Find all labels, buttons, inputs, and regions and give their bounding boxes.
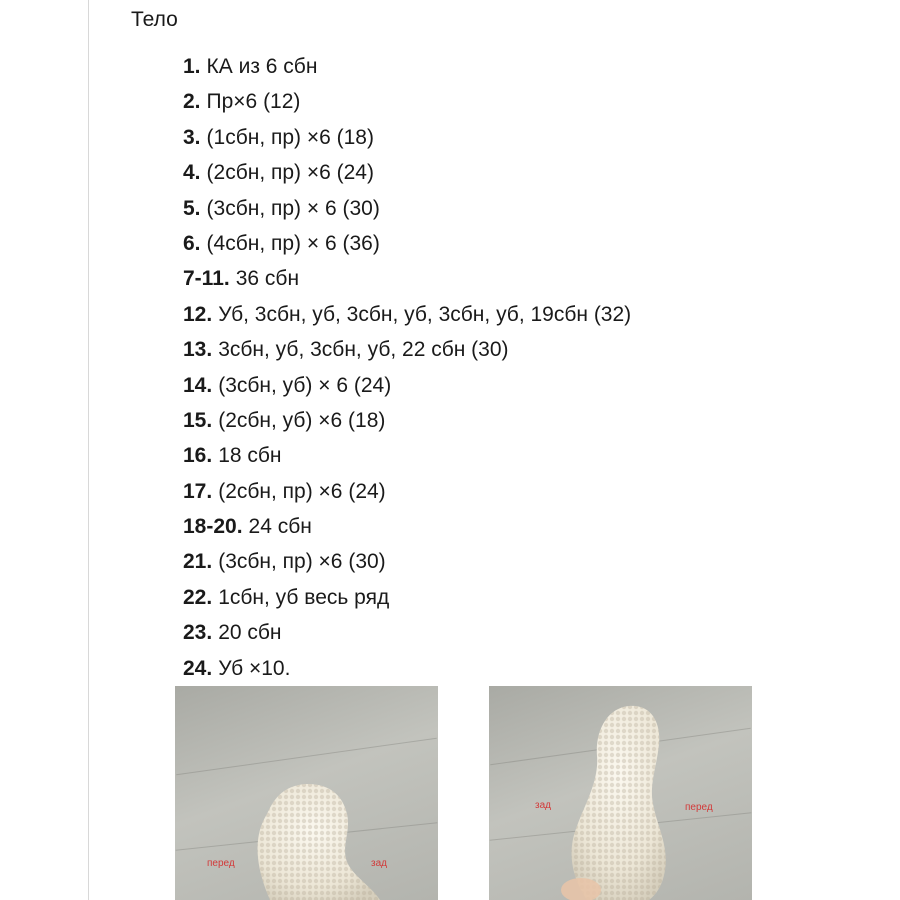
photo-label-back: зад: [535, 800, 551, 811]
step-number: 12.: [183, 302, 213, 326]
step-text: 18 сбн: [218, 444, 282, 468]
step-text: Пр×6 (12): [206, 90, 301, 114]
photo-body-side-left: [175, 686, 438, 900]
pattern-step: [183, 195, 631, 230]
step-text: Уб ×10.: [218, 656, 291, 680]
step-text: (2сбн, пр) ×6 (24): [206, 161, 374, 185]
step-number: 13.: [183, 338, 213, 362]
photo-label-front: перед: [207, 858, 235, 869]
step-number: 5.: [183, 196, 201, 220]
step-text: 24 сбн: [248, 515, 312, 539]
step-number: 14.: [183, 373, 213, 397]
pattern-step: [183, 407, 631, 442]
pattern-step: [183, 230, 631, 265]
step-text: КА из 6 сбн: [206, 55, 318, 78]
step-number: 17.: [183, 479, 213, 503]
pattern-step: [183, 513, 631, 548]
step-number: 22.: [183, 585, 213, 609]
pattern-step: [183, 159, 631, 194]
pattern-step: [183, 88, 631, 123]
pattern-step: [183, 124, 631, 159]
step-text: 1сбн, уб весь ряд: [218, 585, 390, 609]
photo-label-front: перед: [685, 802, 713, 813]
page-title: Тело: [131, 8, 178, 31]
step-number: 2.: [183, 90, 201, 114]
pattern-step: [183, 336, 631, 371]
photo-body-side-right: [489, 686, 752, 900]
step-text: (2сбн, пр) ×6 (24): [218, 479, 386, 503]
step-number: 16.: [183, 444, 213, 468]
pattern-step-list: [183, 53, 631, 690]
step-number: 7-11.: [183, 267, 230, 291]
step-text: 3сбн, уб, 3сбн, уб, 22 сбн (30): [218, 338, 509, 362]
pattern-step: [183, 301, 631, 336]
step-text: (3сбн, пр) ×6 (30): [218, 550, 386, 574]
step-text: (4сбн, пр) × 6 (36): [206, 231, 380, 255]
step-text: Уб, 3сбн, уб, 3сбн, уб, 3сбн, уб, 19сбн (32): [218, 302, 632, 326]
crochet-body-image: [489, 686, 752, 900]
step-text: (2сбн, уб) ×6 (18): [218, 408, 386, 432]
pattern-step: [183, 478, 631, 513]
pattern-step: [183, 548, 631, 583]
pattern-step: [183, 53, 631, 88]
step-text: 20 сбн: [218, 621, 282, 645]
photo-label-back: зад: [371, 858, 387, 869]
pattern-step: [183, 619, 631, 654]
page-edge-divider: [88, 0, 89, 900]
pattern-step: [183, 265, 631, 300]
step-text: (1сбн, пр) ×6 (18): [206, 125, 374, 149]
step-text: (3сбн, уб) × 6 (24): [218, 373, 392, 397]
step-number: 24.: [183, 656, 213, 680]
step-number: 18-20.: [183, 515, 243, 539]
step-number: 4.: [183, 161, 201, 185]
pattern-step: [183, 655, 631, 690]
step-number: 6.: [183, 231, 201, 255]
pattern-step: [183, 442, 631, 477]
step-text: (3сбн, пр) × 6 (30): [206, 196, 380, 220]
step-number: 1.: [183, 55, 201, 78]
pattern-step: [183, 372, 631, 407]
step-number: 21.: [183, 550, 213, 574]
step-text: 36 сбн: [235, 267, 300, 291]
step-number: 15.: [183, 408, 213, 432]
step-number: 23.: [183, 621, 213, 645]
pattern-step: [183, 584, 631, 619]
step-number: 3.: [183, 125, 201, 149]
